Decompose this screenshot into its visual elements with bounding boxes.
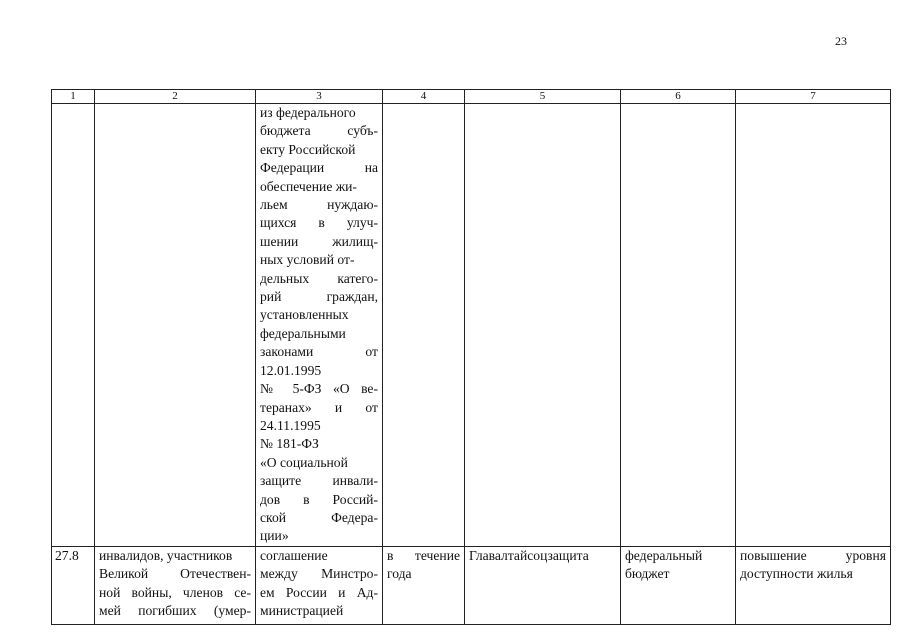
- column-header-6: 6: [621, 90, 736, 104]
- text-line: екту Российской: [260, 141, 356, 157]
- cell-number: [52, 104, 95, 547]
- cell-term: [383, 546, 465, 624]
- column-header-1: 1: [52, 90, 95, 104]
- cell-recipients: [95, 546, 256, 624]
- text-line: шении жилищ-: [260, 233, 378, 249]
- text-line: бюджета субъ-: [260, 123, 378, 139]
- text-line: установленных: [260, 307, 349, 323]
- table-row-continuation: [52, 104, 891, 547]
- text-line: ем России и Ад-: [260, 584, 378, 600]
- text-line: Федерации на: [260, 160, 378, 176]
- cell-basis: [256, 546, 383, 624]
- cell-basis: [256, 104, 383, 547]
- text-line: теранах» и от: [260, 399, 378, 415]
- text-line: бюджет: [625, 566, 670, 582]
- text-line: «О социальной: [260, 454, 348, 470]
- text-line: дельных катего-: [260, 270, 378, 286]
- text-line: в течение: [387, 547, 460, 563]
- text-line: соглашение: [260, 547, 328, 563]
- text-line: защите инвали-: [260, 473, 378, 489]
- text-line: министрацией: [260, 602, 344, 618]
- text-line: между Минстро-: [260, 566, 378, 582]
- cell-executor: [465, 104, 621, 547]
- text-line: доступности жилья: [740, 566, 853, 582]
- text-line: Великой Отечествен-: [99, 566, 251, 582]
- table-row-27-8: [52, 546, 891, 624]
- column-header-5: 5: [465, 90, 621, 104]
- program-table: [51, 89, 891, 625]
- cell-result: [736, 104, 891, 547]
- cell-recipients: [95, 104, 256, 547]
- text-line: № 5-ФЗ «О ве-: [260, 381, 378, 397]
- text-line: льем нуждаю-: [260, 197, 378, 213]
- column-header-2: 2: [95, 90, 256, 104]
- cell-funding: [621, 546, 736, 624]
- text-line: щихся в улуч-: [260, 215, 378, 231]
- text-line: № 181-ФЗ: [260, 436, 319, 452]
- text-line: мей погибших (умер-: [99, 602, 251, 618]
- text-line: ной войны, членов се-: [99, 584, 251, 600]
- text-line: ции»: [260, 528, 289, 544]
- text-line: года: [387, 566, 412, 582]
- text-line: из федерального: [260, 105, 356, 120]
- column-header-3: 3: [256, 90, 383, 104]
- cell-number: 27.8: [52, 546, 95, 624]
- text-line: рий граждан,: [260, 289, 378, 305]
- cell-result: [736, 546, 891, 624]
- text-line: ных условий от-: [260, 252, 355, 268]
- text-line: законами от: [260, 344, 378, 360]
- text-line: обеспечение жи-: [260, 178, 357, 194]
- column-header-4: 4: [383, 90, 465, 104]
- text-line: федеральный: [625, 547, 703, 563]
- text-line: инвалидов, участников: [99, 547, 233, 563]
- cell-funding: [621, 104, 736, 547]
- page-number: 23: [835, 34, 847, 48]
- text-line: дов в Россий-: [260, 491, 378, 507]
- column-header-7: 7: [736, 90, 891, 104]
- text-line: 24.11.1995: [260, 417, 321, 433]
- text-line: повышение уровня: [740, 547, 886, 563]
- cell-term: [383, 104, 465, 547]
- text-line: Главалтайсоцзащита: [469, 547, 589, 563]
- text-line: федеральными: [260, 325, 346, 341]
- text-line: 12.01.1995: [260, 362, 322, 378]
- text-line: ской Федера-: [260, 509, 378, 525]
- table-header-row: [52, 90, 891, 104]
- cell-executor: [465, 546, 621, 624]
